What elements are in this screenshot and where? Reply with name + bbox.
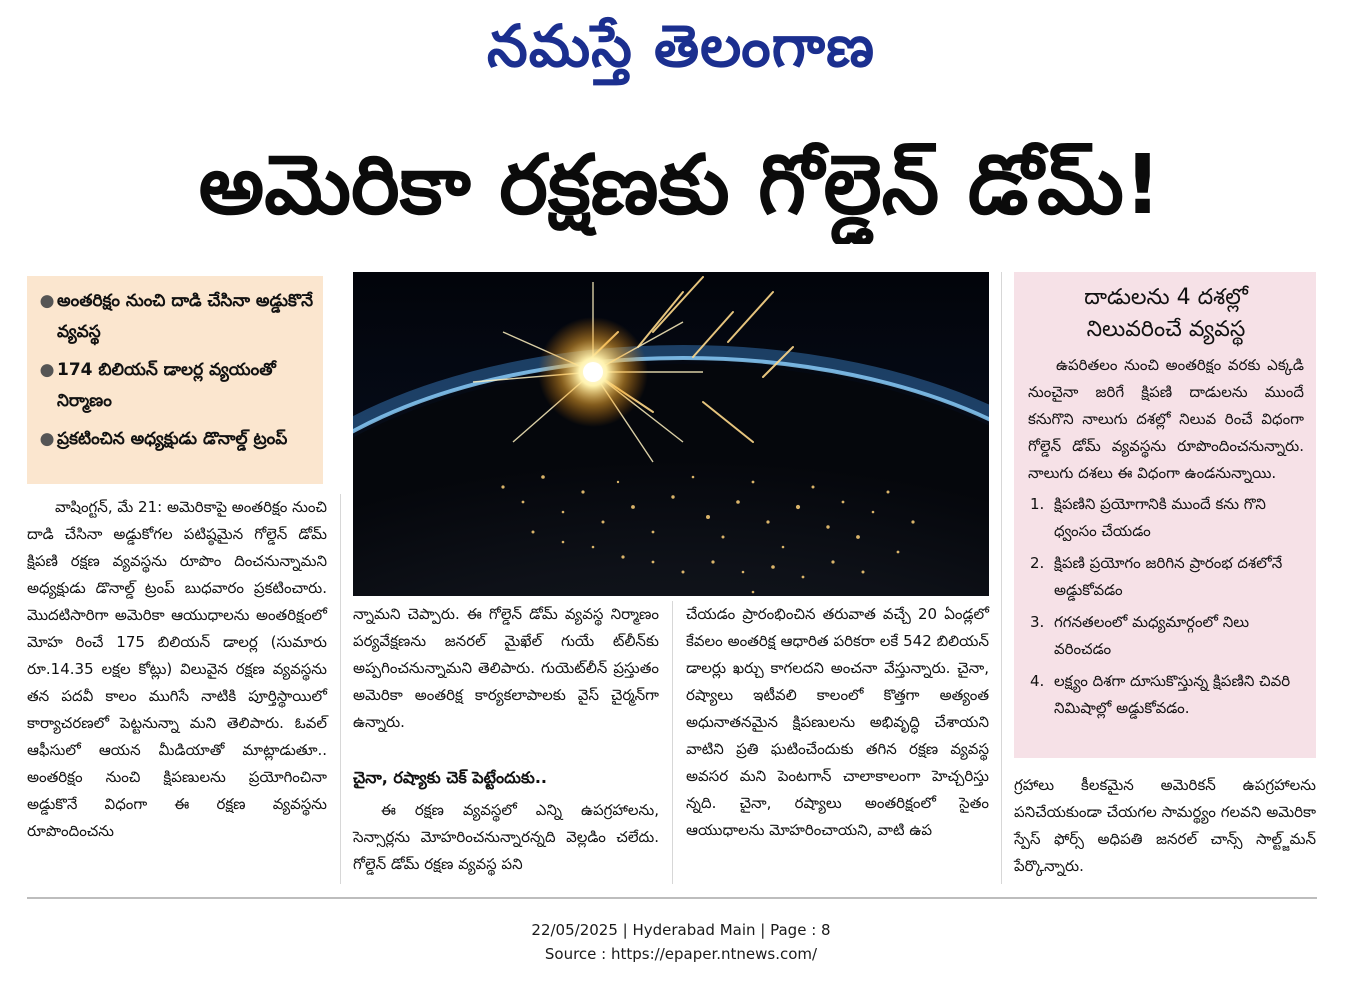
article-paragraph: వాషింగ్టన్, మే 21: అమెరికాపై అంతరిక్షం నుంచి దాడి చేసినా అడ్డుకోగల పటిష్ఠమైన గోల్డెన్ డోమ్ క్షిపణి రక్షణ వ్యవస్థను రూపొం దించనున్నామని అధ్యక్షుడు డొనాల్డ్ ట్రంప్ బుధవారం ప్రకటించారు. మొదటిసారిగా అమెరికా ఆయుధాలను అంతరిక్షంలో మోహ రించే 175 బిలియన్ డాలర్ల (సుమారు రూ.14.35 లక్షల కోట్లు) విలువైన రక్షణ వ్యవస్థను తన పదవీ కాలం ముగిసే నాటికి పూర్తిస్థాయిలో కార్యాచరణలో పెట్టనున్నా మని తెలిపారు. ఓవల్ ఆఫీసులో ఆయన మీడియాతో మాట్లాడుతూ.. అంతరిక్షం నుంచి క్షిపణులను ప్రయోగించినా అడ్డుకొనే విధంగా ఈ రక్షణ వ్యవస్థను రూపొందించను [27,498,327,840]
bullet-icon: ● [39,291,55,311]
list-number: 1. [1030,495,1045,513]
info-sidebar [1014,272,1316,758]
highlight-text: అంతరిక్షం నుంచి దాడి చేసినా అడ్డుకొనే వ్యవస్థ [57,291,314,342]
highlight-text: ప్రకటించిన అధ్యక్షుడు డొనాల్డ్ ట్రంప్ [57,429,288,449]
sidebar-intro: ఉపరితలం నుంచి అంతరిక్షం వరకు ఎక్కడి నుంచైనా జరిగే క్షిపణి దాడులను ముందే కనుగొని నాలుగు దశల్లో నిలువ రించే విధంగా గోల్డెన్ డోమ్ వ్యవస్థను రూపొందించనున్నారు. నాలుగు దశలు ఈ విధంగా ఉండనున్నాయి. [1028,356,1304,482]
list-text: లక్ష్యం దిశగా దూసుకొస్తున్న క్షిపణిని చివరి నిమిషాల్లో అడ్డుకోవడం. [1054,672,1291,717]
list-item [1028,550,1304,604]
footer-source-link[interactable]: Source : https://epaper.ntnews.com/ [544,945,818,963]
article-column-3 [686,601,989,844]
masthead-logo: నమస్తే తెలంగాణ [487,12,875,80]
highlights-box [27,276,323,484]
headline: అమెరికా రక్షణకు గోల్డెన్ డోమ్! [198,138,1162,233]
highlight-text: 174 బిలియన్ డాలర్ల వ్యయంతో నిర్మాణం [57,360,276,411]
earth-at-night-illustration [353,272,989,596]
article-column-2 [353,601,659,878]
article-paragraph: చేయడం ప్రారంభించిన తరువాత వచ్చే 20 ఏండ్లలో కేవలం అంతరిక్ష ఆధారిత పరికరా లకే 542 బిలియన్ డాలర్లు ఖర్చు కాగలదని అంచనా వేస్తున్నారు. చైనా, రష్యాలు ఇటీవలి కాలంలో కొత్తగా అత్యంత అధునాతనమైన క్షిపణులను అభివృద్ధి చేశాయని వాటిని ప్రతి ఘటించేందుకు తగిన రక్షణ వ్యవస్థ అవసర మని పెంటగాన్ చాలాకాలంగా హెచ్చరిస్తు న్నది. చైనా, రష్యాలు అంతరిక్షంలో సైతం ఆయుధాలను మోహరించాయని, వాటి ఉప [686,605,989,839]
list-number: 4. [1030,672,1045,690]
column-divider [1001,272,1002,884]
sidebar-list [1028,491,1304,722]
bullet-icon: ● [39,360,55,380]
footer-divider [27,897,1317,899]
bullet-icon: ● [39,429,55,449]
list-number: 2. [1030,554,1045,572]
highlight-item [37,286,315,348]
article-paragraph: గ్రహాలు కీలకమైన అమెరికన్ ఉపగ్రహాలను పనిచేయకుండా చేయగల సామర్థ్యం గలవని అమెరికా స్పేస్ ఫోర్స్ అధిపతి జనరల్ చాన్స్ సాల్ట్జ్‌మన్ పేర్కొన్నారు. [1014,776,1316,875]
article-paragraph: న్నామని చెప్పారు. ఈ గోల్డెన్ డోమ్ వ్యవస్థ నిర్మాణం పర్యవేక్షణను జనరల్ మైఖేల్ గుయే ట్‌లీన్‌కు అప్పగించనున్నామని తెలిపారు. గుయెట్‌లీన్ ప్రస్తుతం అమెరికా అంతరిక్ష కార్యకలాపాలకు వైస్ చైర్మన్‌గా ఉన్నారు. [353,605,659,731]
list-item [1028,668,1304,722]
list-text: క్షిపణి ప్రయోగం జరిగిన ప్రారంభ దశలోనే అడ్డుకోవడం [1054,554,1283,599]
sidebar-title-line: నిలువరించే వ్యవస్థ [1086,317,1246,342]
earth-missile-photo [353,272,989,596]
list-item [1028,491,1304,545]
highlight-item [37,424,315,455]
list-item [1028,609,1304,663]
article-column-1 [27,494,327,845]
footer-edition-info: 22/05/2025 | Hyderabad Main | Page : 8 [531,921,831,939]
sidebar-title-line: దాడులను 4 దశల్లో [1084,285,1248,310]
highlight-item [37,355,315,417]
article-column-4 [1014,772,1316,880]
article-paragraph: ఈ రక్షణ వ్యవస్థలో ఎన్ని ఉపగ్రహాలను, సెన్సార్లను మోహరించనున్నారన్నది వెల్లడిం చలేదు. గోల్డెన్ డోమ్ రక్షణ వ్యవస్థ పని [353,801,659,873]
list-text: క్షిపణిని ప్రయోగానికి ముందే కను గొని ధ్వంసం చేయడం [1054,495,1266,540]
article-subheading: చైనా, రష్యాకు చెక్ పెట్టేందుకు.. [353,768,548,787]
column-divider [340,494,341,884]
list-text: గగనతలంలో మధ్యమార్గంలో నిలు వరించడం [1054,613,1250,658]
list-number: 3. [1030,613,1045,631]
column-divider [672,601,673,884]
